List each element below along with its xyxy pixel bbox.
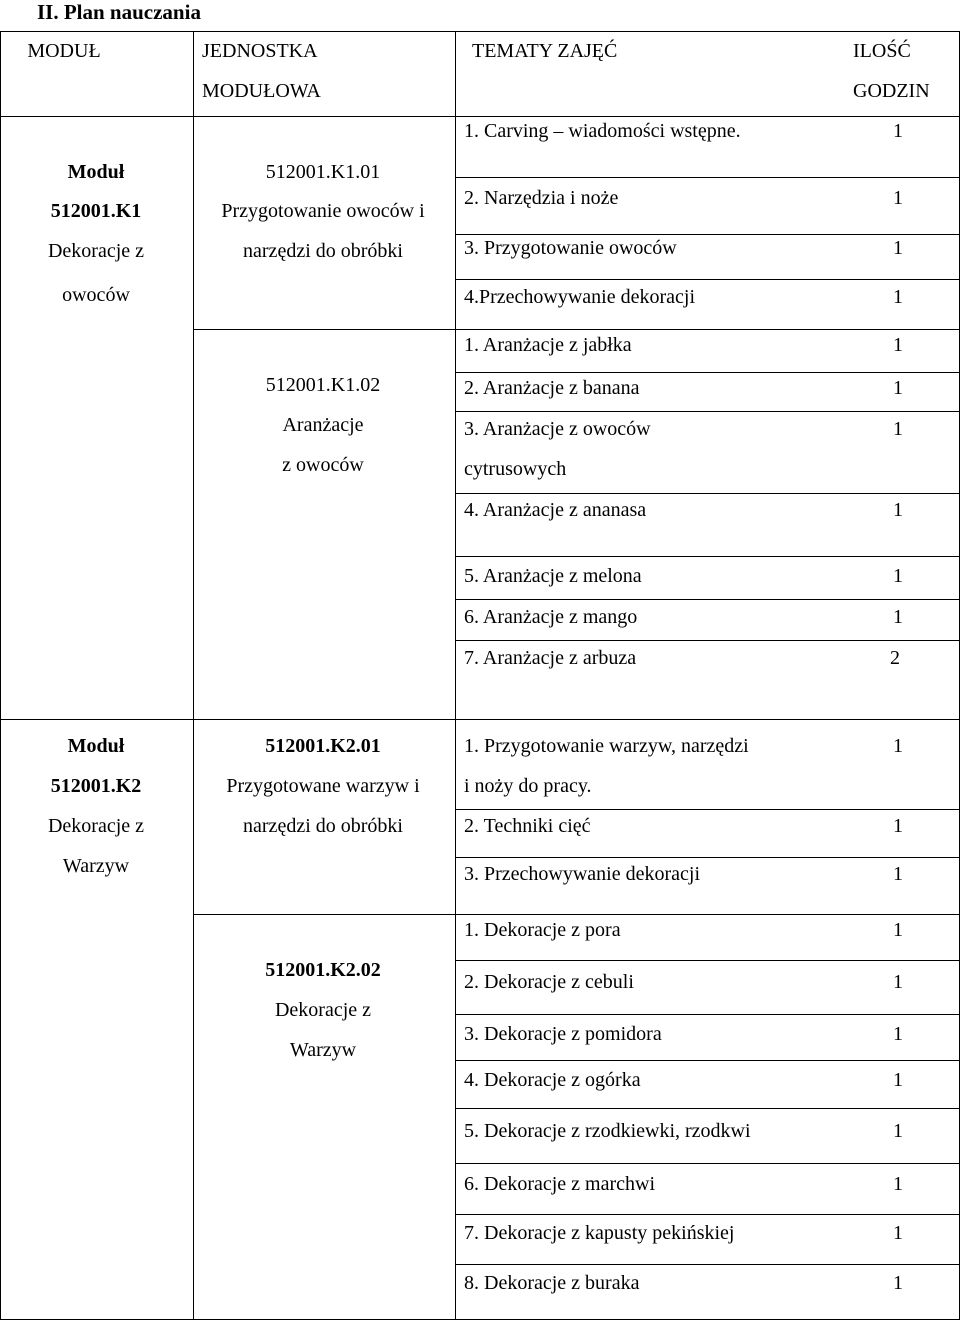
unit-k1-01-code: 512001.K1.01 [265,161,381,183]
row-divider [455,1108,960,1109]
unit-divider-1 [193,329,960,330]
unit-k1-02-code: 512001.K1.02 [265,374,381,396]
header-topics: TEMATY ZAJĘĆ [472,40,618,62]
row-divider [455,493,960,494]
module2-name-line1: Dekoracje z [47,815,145,837]
topic-hours: 1 [893,815,903,837]
topic-hours: 1 [893,1023,903,1045]
topic-text: 2. Narzędzia i noże [464,187,619,209]
module-divider [0,719,960,720]
row-divider [455,960,960,961]
unit-k2-01-name-line1: Przygotowane warzyw i [226,775,420,797]
module2-code: 512001.K2 [50,775,142,797]
topic-hours: 1 [893,1173,903,1195]
topic-hours: 1 [893,606,903,628]
column-divider-2 [455,31,456,1320]
topic-text-continued: i noży do pracy. [464,775,592,797]
row-divider [455,640,960,641]
topic-hours: 2 [890,647,900,669]
row-divider [455,599,960,600]
topic-hours: 1 [893,1272,903,1294]
row-divider [455,234,960,235]
topic-hours: 1 [893,187,903,209]
topic-text: 8. Dekoracje z buraka [464,1272,640,1294]
topic-hours: 1 [893,1222,903,1244]
topic-text: 1. Carving – wiadomości wstępne. [464,120,741,142]
module1-code: 512001.K1 [50,200,142,222]
header-unit-line2: MODUŁOWA [202,80,321,102]
module2-label: Moduł [67,735,125,757]
topic-hours: 1 [893,1069,903,1091]
topic-hours: 1 [893,418,903,440]
row-divider [455,1060,960,1061]
row-divider [455,1214,960,1215]
topic-hours: 1 [893,971,903,993]
topic-text: 6. Dekoracje z marchwi [464,1173,656,1195]
topic-hours: 1 [893,499,903,521]
unit-k1-01-name-line1: Przygotowanie owoców i [221,200,425,222]
unit-k1-02-name-line2: z owoców [282,454,364,476]
topic-hours: 1 [893,565,903,587]
topic-text: 2. Techniki cięć [464,815,591,837]
row-divider [455,177,960,178]
topic-text: 4. Aranżacje z ananasa [464,499,647,521]
row-divider [455,809,960,810]
topic-hours: 1 [893,120,903,142]
topic-hours: 1 [893,286,903,308]
row-divider [455,857,960,858]
unit-k2-01-code: 512001.K2.01 [265,735,381,757]
topic-hours: 1 [893,863,903,885]
header-hours-line2: GODZIN [853,80,930,102]
topic-hours: 1 [893,237,903,259]
header-hours-line1: ILOŚĆ [853,40,911,62]
unit-k1-01-name-line2: narzędzi do obróbki [243,240,403,262]
topic-text: 5. Aranżacje z melona [464,565,642,587]
header-module: MODUŁ [27,40,101,62]
unit-k2-02-name-line2: Warzyw [289,1039,357,1061]
topic-text: 4.Przechowywanie dekoracji [464,286,696,308]
module1-name-line2: owoców [62,284,130,306]
unit-k2-01-name-line2: narzędzi do obróbki [243,815,403,837]
topic-text: 3. Aranżacje z owoców [464,418,651,440]
topic-text: 7. Aranżacje z arbuza [464,647,637,669]
topic-text: 6. Aranżacje z mango [464,606,638,628]
row-divider [455,411,960,412]
topic-text: 7. Dekoracje z kapusty pekińskiej [464,1222,735,1244]
module1-name-line1: Dekoracje z [47,240,145,262]
topic-hours: 1 [893,334,903,356]
row-divider [455,1163,960,1164]
row-divider [455,1264,960,1265]
topic-hours: 1 [893,919,903,941]
topic-text: 2. Aranżacje z banana [464,377,640,399]
topic-text: 3. Przechowywanie dekoracji [464,863,701,885]
topic-text: 4. Dekoracje z ogórka [464,1069,641,1091]
unit-k1-02-name-line1: Aranżacje [282,414,364,436]
unit-divider-2 [193,914,960,915]
topic-text: 3. Dekoracje z pomidora [464,1023,662,1045]
row-divider [455,372,960,373]
row-divider [455,556,960,557]
topic-hours: 1 [893,1120,903,1142]
table-left-border [0,31,1,1320]
topic-text: 1. Przygotowanie warzyw, narzędzi [464,735,749,757]
topic-hours: 1 [893,735,903,757]
unit-k2-02-name-line1: Dekoracje z [274,999,372,1021]
topic-text: 3. Przygotowanie owoców [464,237,677,259]
column-divider-1 [193,31,194,1320]
topic-text: 2. Dekoracje z cebuli [464,971,634,993]
row-divider [455,279,960,280]
header-divider [0,116,960,117]
topic-text: 1. Aranżacje z jabłka [464,334,632,356]
row-divider [455,1014,960,1015]
topic-text: 5. Dekoracje z rzodkiewki, rzodkwi [464,1120,751,1142]
topic-text: 1. Dekoracje z pora [464,919,621,941]
table-top-border [0,31,960,32]
module1-label: Moduł [67,161,125,183]
topic-hours: 1 [893,377,903,399]
unit-k2-02-code: 512001.K2.02 [265,959,381,981]
module2-name-line2: Warzyw [62,855,130,877]
section-title: II. Plan nauczania [37,0,201,24]
topic-text-continued: cytrusowych [464,458,567,480]
header-unit-line1: JEDNOSTKA [202,40,318,62]
